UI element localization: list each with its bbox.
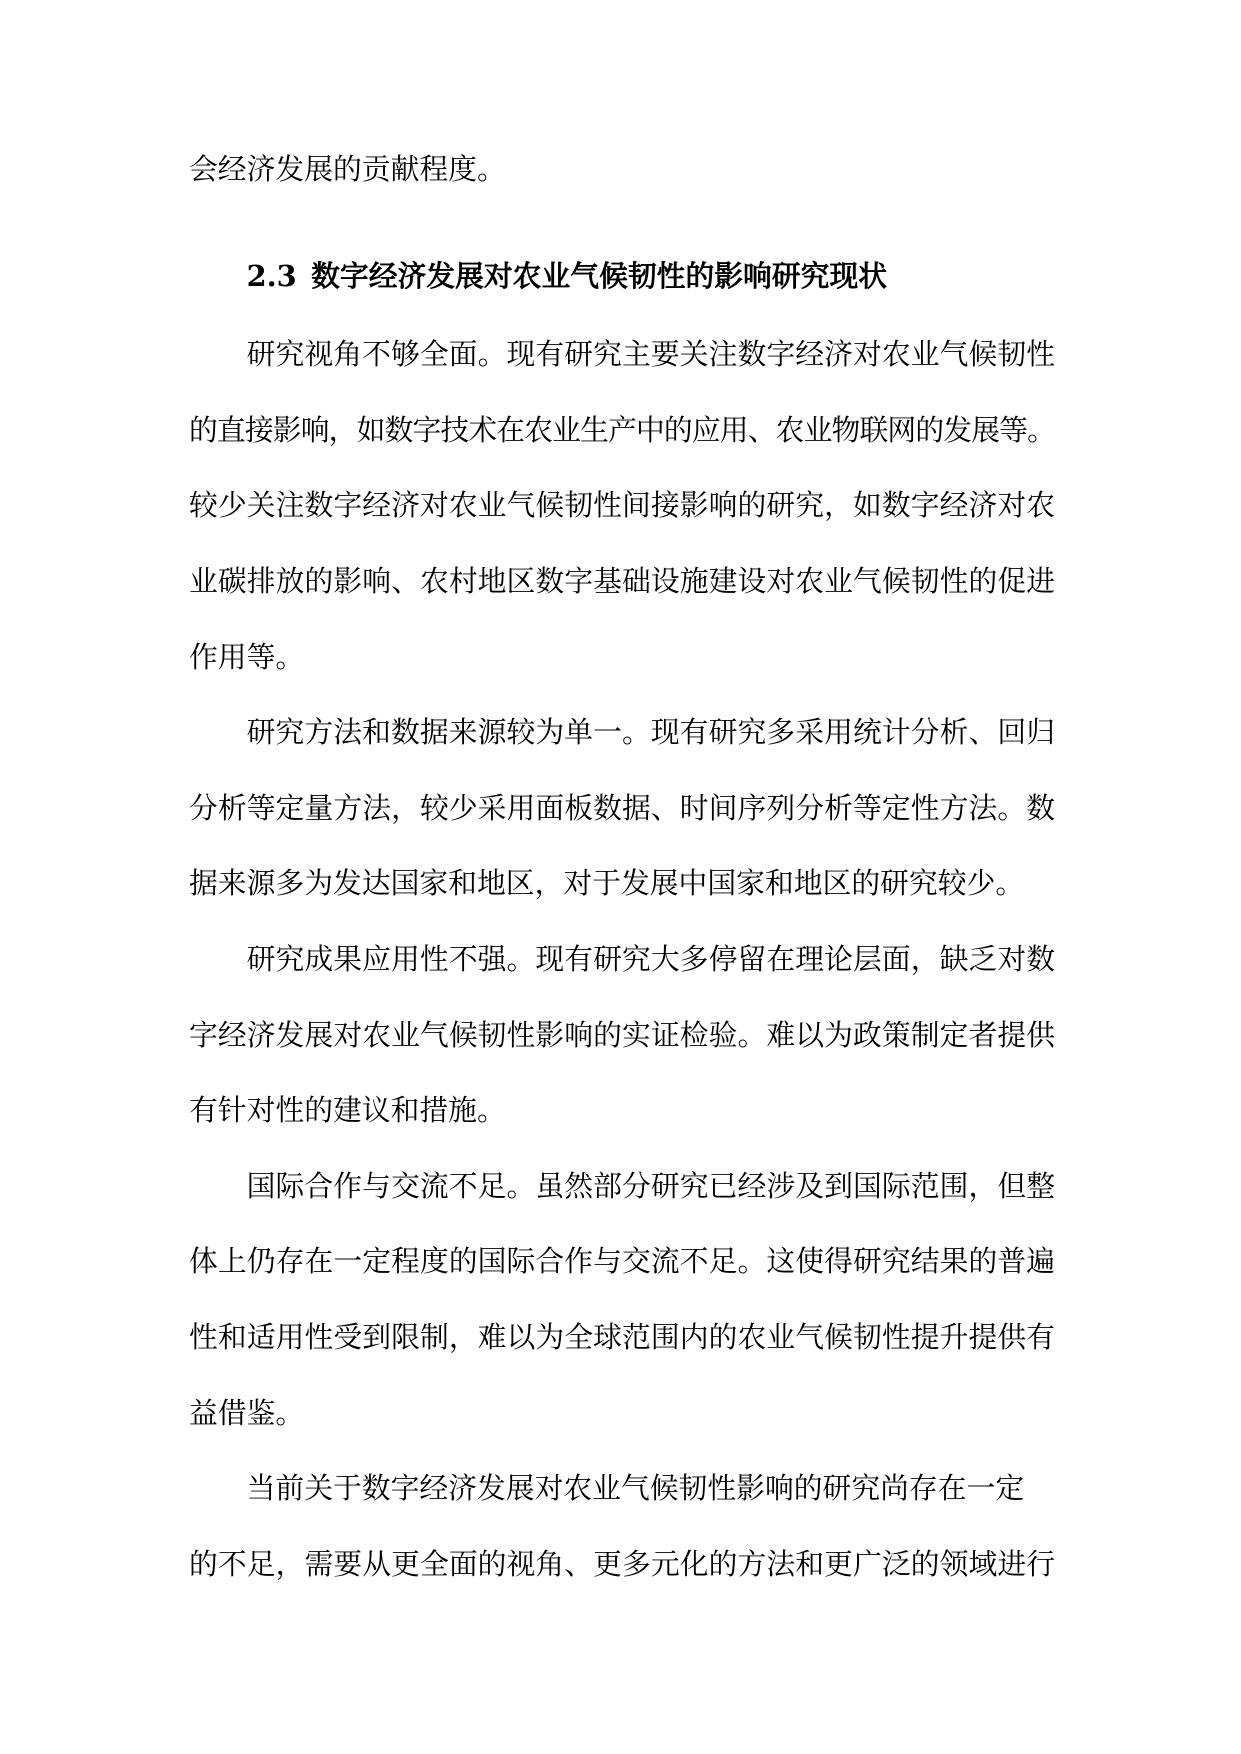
paragraph-line: 国际合作与交流不足。虽然部分研究已经涉及到国际范围，但整 — [246, 1168, 1055, 1203]
paragraph-line: 体上仍存在一定程度的国际合作与交流不足。这使得研究结果的普遍 — [189, 1244, 1055, 1279]
paragraph-research-methods — [189, 695, 1055, 922]
paragraph-line: 会经济发展的贡献程度。 — [189, 152, 506, 186]
paragraph-line: 业碳排放的影响、农村地区数字基础设施建设对农业气候韧性的促进 — [189, 563, 1055, 598]
paragraph-line: 益借鉴。 — [189, 1395, 305, 1430]
paragraph-line: 较少关注数字经济对农业气候韧性间接影响的研究，如数字经济对农 — [189, 488, 1055, 523]
section-title: 数字经济发展对农业气候韧性的影响研究现状 — [311, 258, 888, 293]
paragraph-line: 有针对性的建议和措施。 — [189, 1093, 506, 1128]
paragraph-line: 研究成果应用性不强。现有研究大多停留在理论层面，缺乏对数 — [246, 941, 1055, 976]
document-page — [189, 132, 1055, 1602]
paragraph-international-cooperation — [189, 1149, 1055, 1451]
paragraph-line: 当前关于数字经济发展对农业气候韧性影响的研究尚存在一定 — [246, 1471, 1025, 1506]
paragraph-summary — [189, 1451, 1055, 1602]
section-number: 2.3 — [246, 258, 297, 293]
paragraph-line: 研究视角不够全面。现有研究主要关注数字经济对农业气候韧性 — [246, 337, 1055, 372]
paragraph-line: 字经济发展对农业气候韧性影响的实证检验。难以为政策制定者提供 — [189, 1017, 1055, 1052]
paragraph-line: 的不足，需要从更全面的视角、更多元化的方法和更广泛的领域进行 — [189, 1546, 1055, 1581]
paragraph-line: 性和适用性受到限制，难以为全球范围内的农业气候韧性提升提供有 — [189, 1319, 1055, 1354]
paragraph-line: 研究方法和数据来源较为单一。现有研究多采用统计分析、回归 — [246, 715, 1055, 750]
paragraph-research-application — [189, 922, 1055, 1149]
paragraph-line: 分析等定量方法，较少采用面板数据、时间序列分析等定性方法。数 — [189, 790, 1055, 825]
paragraph-line: 作用等。 — [189, 639, 305, 674]
continued-paragraph — [189, 132, 1055, 208]
paragraph-line: 据来源多为发达国家和地区，对于发展中国家和地区的研究较少。 — [189, 866, 1025, 901]
paragraph-line: 的直接影响，如数字技术在农业生产中的应用、农业物联网的发展等。 — [189, 412, 1055, 447]
section-heading — [189, 239, 1055, 315]
paragraph-research-perspective — [189, 317, 1055, 695]
